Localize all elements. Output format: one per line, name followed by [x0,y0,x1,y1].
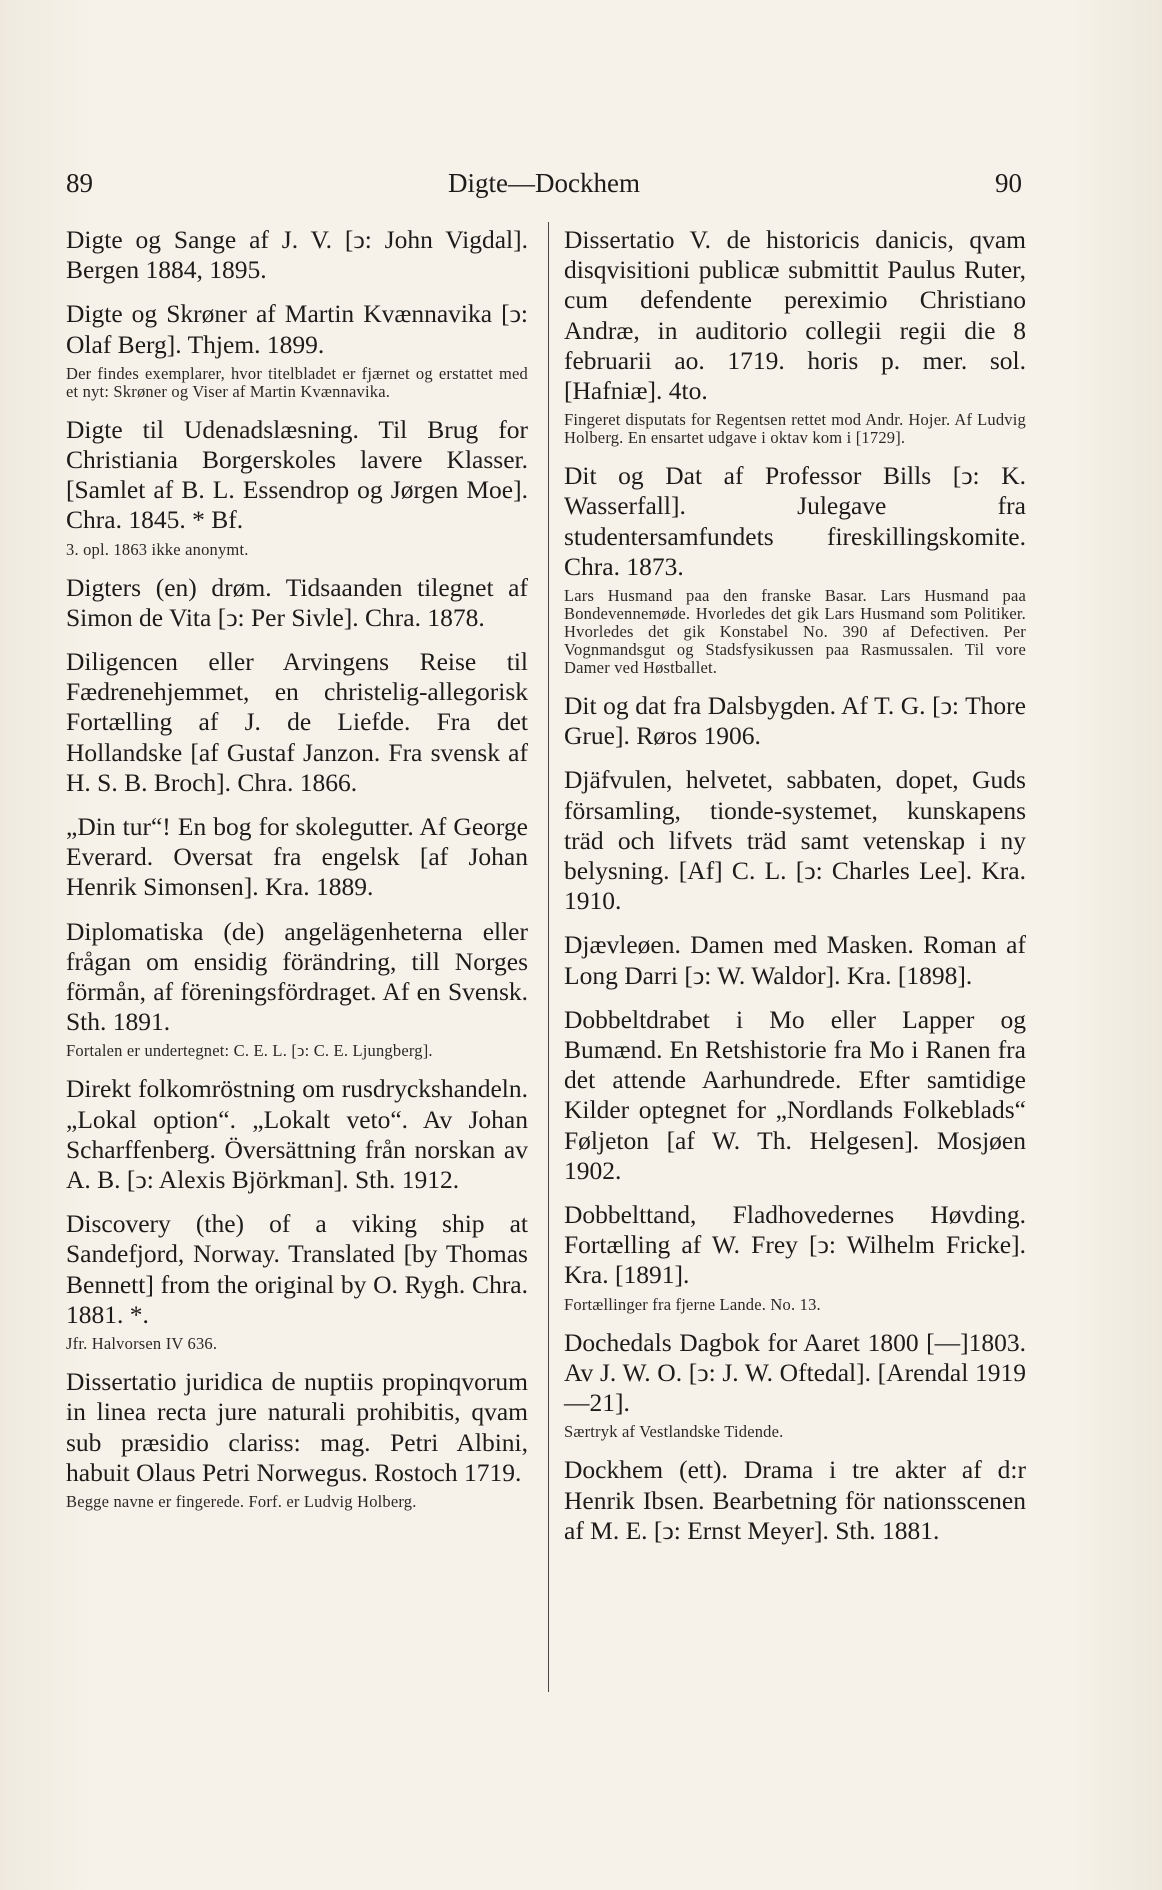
entry-note: Fortalen er undertegnet: C. E. L. [ↄ: C. E. Ljungberg]. [66,1041,433,1061]
entry-text: Djäfvulen, helvetet, sabbaten, dopet, Guds församling, tionde-systemet, kunskapens träd och lifvets träd samt vetenskap i ny belysning. [Af] C. L. [ↄ: Charles Lee]. Kra. 1910. [564,765,1026,916]
entry-text: Direkt folkomröstning om rusdryckshandeln. „Lokal option“. „Lokalt veto“. Av Johan Scharffenberg. Översättning från norskan av A. B. [ↄ: Alexis Björkman]. Sth. 1912. [66,1074,528,1195]
entry-text: Dissertatio juridica de nuptiis propinqvorum in linea recta jure naturali prohibitis, qvam sub præsidio clariss: mag. Petri Albini, habuit Olaus Petri Norwegus. Rostoch 1719. [66,1367,528,1487]
bibliography-entry [66,299,528,400]
bibliography-entry [564,1005,1026,1186]
bibliography-entry [66,812,528,903]
entry-note: Jfr. Halvorsen IV 636. [66,1334,218,1354]
entry-text: Digte til Udenadslæsning. Til Brug for Christiania Borgerskoles lavere Klasser. [Samlet af B. L. Essendrop og Jørgen Moe]. Chra. 1845. * Bf. [66,414,528,535]
entry-text: Dobbelttand, Fladhovedernes Høvding. Fortælling af W. Frey [ↄ: Wilhelm Fricke]. Kra. [1891]. [564,1200,1026,1290]
bibliography-entry [564,1455,1026,1546]
entry-text: „Din tur“! En bog for skolegutter. Af George Everard. Oversat fra engelsk [af Johan Henrik Simonsen]. Kra. 1889. [66,812,528,902]
entry-text: Diligencen eller Arvingens Reise til Fædrenehjemmet, en christelig-allegorisk Fortælling af J. de Liefde. Fra det Hollandske [af Gustaf Janzon. Fra svensk af H. S. B. Broch]. Chra. 1866. [66,647,528,797]
bibliography-entry [564,225,1026,447]
entry-note: Fingeret disputats for Regentsen rettet mod Andr. Hojer. Af Ludvig Holberg. En ensartet udgave i oktav kom i [1729]. [564,410,1026,448]
right-column [564,225,1026,1560]
bibliography-entry [66,917,528,1061]
entry-text: Digters (en) drøm. Tidsaanden tilegnet af Simon de Vita [ↄ: Per Sivle]. Chra. 1878. [66,572,528,632]
entry-note: Særtryk af Vestlandske Tidende. [564,1422,784,1442]
bibliography-entry [66,573,528,633]
bibliography-entry [66,415,528,559]
bibliography-entry [564,1200,1026,1314]
entry-note: 3. opl. 1863 ikke anonymt. [66,539,249,559]
bibliography-entry [564,691,1026,751]
entry-note: Begge navne er fingerede. Forf. er Ludvig Holberg. [66,1491,417,1511]
bibliography-entry [66,1367,528,1511]
right-page-number: 90 [995,168,1022,198]
entry-text: Dockhem (ett). Drama i tre akter af d:r Henrik Ibsen. Bearbetning för nationsscenen af M. E. [ↄ: Ernst Meyer]. Sth. 1881. [564,1455,1026,1545]
entry-text: Dochedals Dagbok for Aaret 1800 [—]1803. Av J. W. O. [ↄ: J. W. Oftedal]. [Arendal 1919—21]. [564,1327,1026,1418]
page-header [66,168,1022,208]
left-page-number: 89 [66,168,93,198]
entry-text: Diplomatiska (de) angelägenheterna eller frågan om ensidig förändring, till Norges förmån, af föreningsfördraget. Af en Svensk. Sth. 1891. [66,916,528,1037]
left-column [66,225,528,1525]
entry-text: Dit og dat fra Dalsbygden. Af T. G. [ↄ: Thore Grue]. Røros 1906. [564,691,1026,751]
bibliography-entry [564,461,1026,677]
entry-note: Fortællinger fra fjerne Lande. No. 13. [564,1294,821,1314]
entry-note: Lars Husmand paa den franske Basar. Lars Husmand paa Bondevennemøde. Hvorledes det gik Lars Husmand som Politiker. Hvorledes det gik Konstabel No. 390 af Defectiven. Per Vognmandsgut og Stadsfysikussen paa Rasmussalen. Til vore Damer ved Høstballet. [564,586,1026,678]
entry-text: Dissertatio V. de historicis danicis, qvam disqvisitioni publicæ submittit Paulus Ruter, cum defendente pereximio Christiano Andræ, in auditorio collegii regii die 8 februarii ao. 1719. horis p. mer. sol. [Hafniæ]. 4to. [564,225,1026,406]
column-divider [548,222,549,1692]
bibliography-entry [66,225,528,285]
bibliography-entry [564,1328,1026,1442]
entry-text: Djævleøen. Damen med Masken. Roman af Long Darri [ↄ: W. Waldor]. Kra. [1898]. [564,930,1026,990]
entry-text: Digte og Skrøner af Martin Kvænnavika [ↄ: Olaf Berg]. Thjem. 1899. [66,299,528,359]
entry-text: Discovery (the) of a viking ship at Sandefjord, Norway. Translated [by Thomas Bennett] from the original by O. Rygh. Chra. 1881. *. [66,1209,528,1329]
bibliography-entry [66,647,528,798]
entry-text: Dobbeltdrabet i Mo eller Lapper og Bumænd. En Retshistorie fra Mo i Ranen fra det attende Aarhundrede. Efter samtidige Kilder optegnet for „Nordlands Folkeblads“ Føljeton [af W. Th. Helgesen]. Mosjøen 1902. [564,1004,1026,1185]
bibliography-entry [66,1209,528,1353]
bibliography-entry [564,930,1026,990]
bibliography-entry [66,1074,528,1195]
running-title: Digte—Dockhem [448,168,640,198]
entry-text: Digte og Sange af J. V. [ↄ: John Vigdal]. Bergen 1884, 1895. [66,225,528,285]
entry-text: Dit og Dat af Professor Bills [ↄ: K. Wasserfall]. Julegave fra studentersamfundets fireskillingskomite. Chra. 1873. [564,461,1026,581]
bibliography-entry [564,765,1026,916]
entry-note: Der findes exemplarer, hvor titelbladet er fjærnet og erstattet med et nyt: Skrøner og Viser af Martin Kvænnavika. [66,363,528,401]
